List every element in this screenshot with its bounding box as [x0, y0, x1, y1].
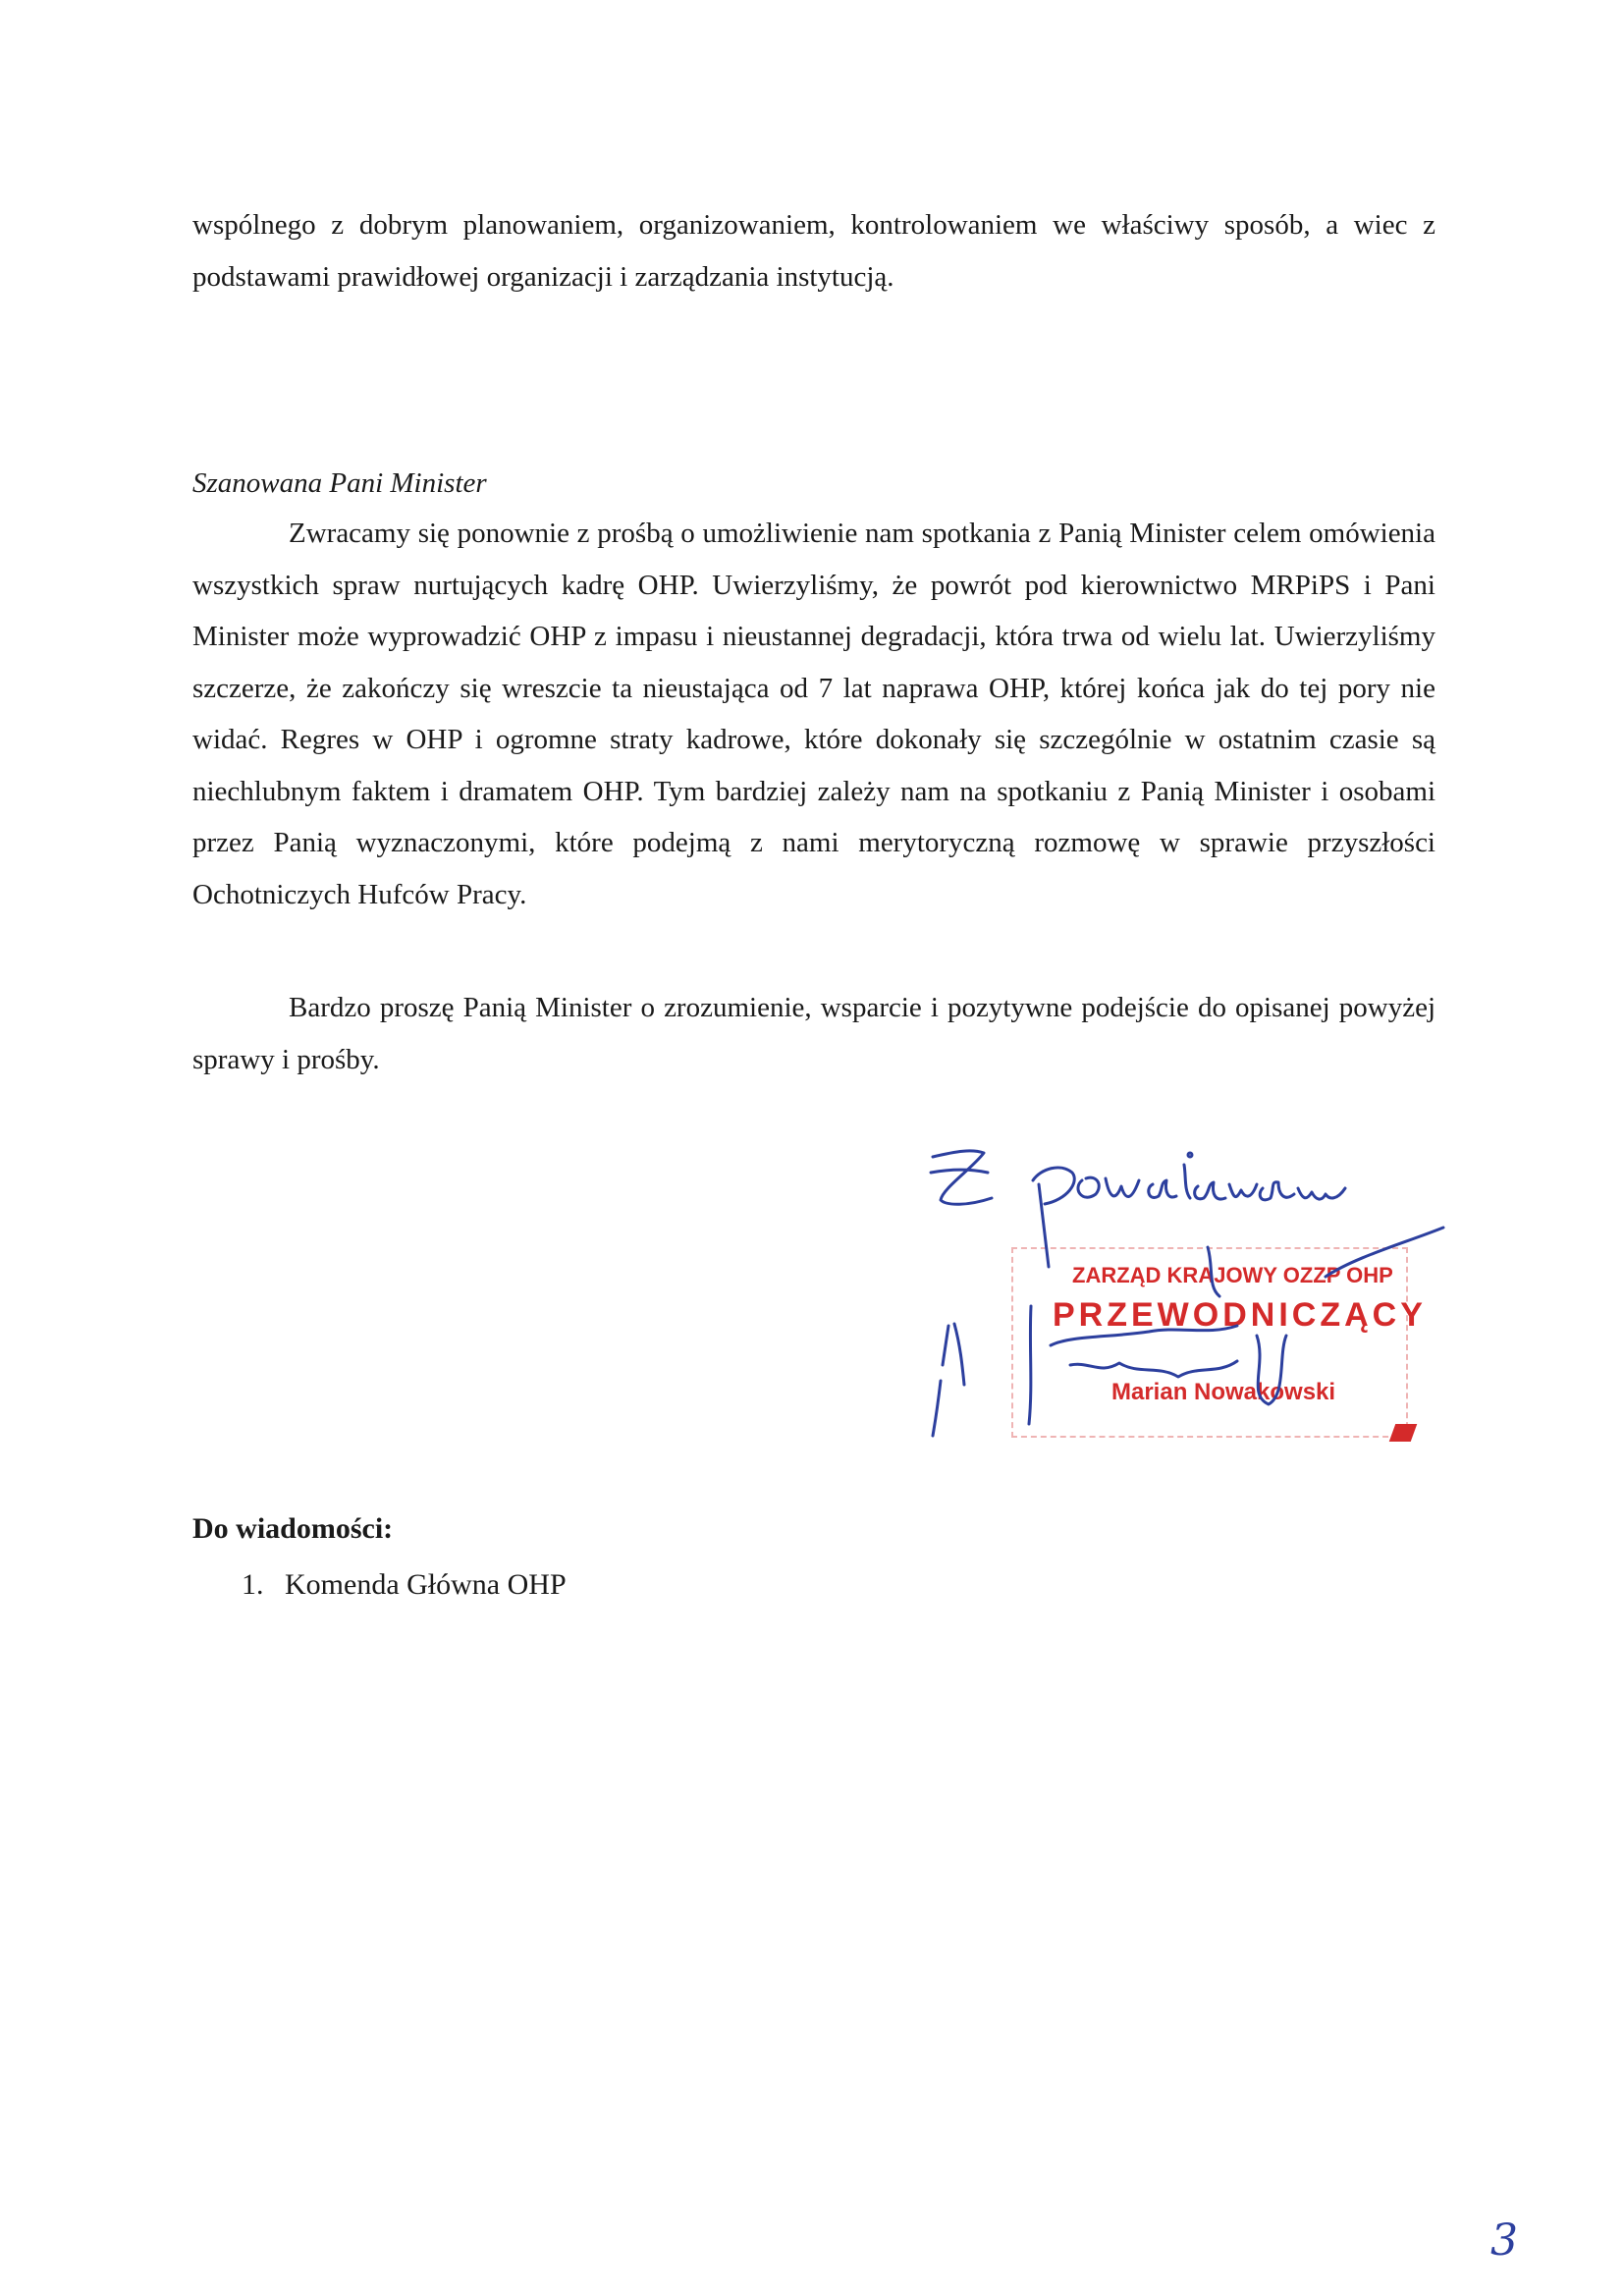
distribution-heading: Do wiadomości: — [192, 1512, 394, 1545]
intro-paragraph: wspólnego z dobrym planowaniem, organizowaniem, kontrolowaniem we właściwy sposób, a wiec z podstawami prawidłowej organizacji i zarządzania instytucją. — [192, 209, 1435, 293]
list-item-number: 1. — [242, 1568, 264, 1601]
svg-text:3: 3 — [1490, 2215, 1518, 2266]
page-number — [1483, 2212, 1542, 2270]
handwritten-signature — [913, 1129, 1581, 1463]
salutation: Szanowana Pani Minister — [192, 467, 487, 499]
request-paragraph: Bardzo proszę Panią Minister o zrozumienie, wsparcie i pozytywne podejście do opisanej powyżej sprawy i prośby. — [192, 992, 1435, 1075]
stamp-title: PRZEWODNICZĄCY — [1053, 1296, 1427, 1334]
stamp-name: Marian Nowakowski — [1111, 1379, 1336, 1405]
distribution-list — [242, 1568, 567, 1602]
list-item-text: Komenda Główna OHP — [285, 1568, 567, 1601]
list-item — [242, 1568, 567, 1602]
signature-block — [913, 1129, 1581, 1463]
stamp-organization: ZARZĄD KRAJOWY OZZP OHP — [1072, 1263, 1393, 1287]
main-paragraph: Zwracamy się ponownie z prośbą o umożliwienie nam spotkania z Panią Minister celem omówienia wszystkich spraw nurtujących kadrę OHP. Uwierzyliśmy, że powrót pod kierownictwo MRPiPS i Pani Minister może wyprowadzić OHP z impasu i nieustannej degradacji, która trwa od wielu lat. Uwierzyliśmy szczerze, że zakończy się wreszcie ta nieustająca od 7 lat naprawa OHP, której końca jak do tej pory nie widać. Regres w OHP i ogromne straty kadrowe, które dokonały się szczególnie w ostatnim czasie są niechlubnym faktem i dramatem OHP. Tym bardziej zależy nam na spotkaniu z Panią Minister i osobami przez Panią wyznaczonymi, które podejmą z nami merytoryczną rozmowę w sprawie przyszłości Ochotniczych Hufców Pracy. — [192, 518, 1435, 910]
